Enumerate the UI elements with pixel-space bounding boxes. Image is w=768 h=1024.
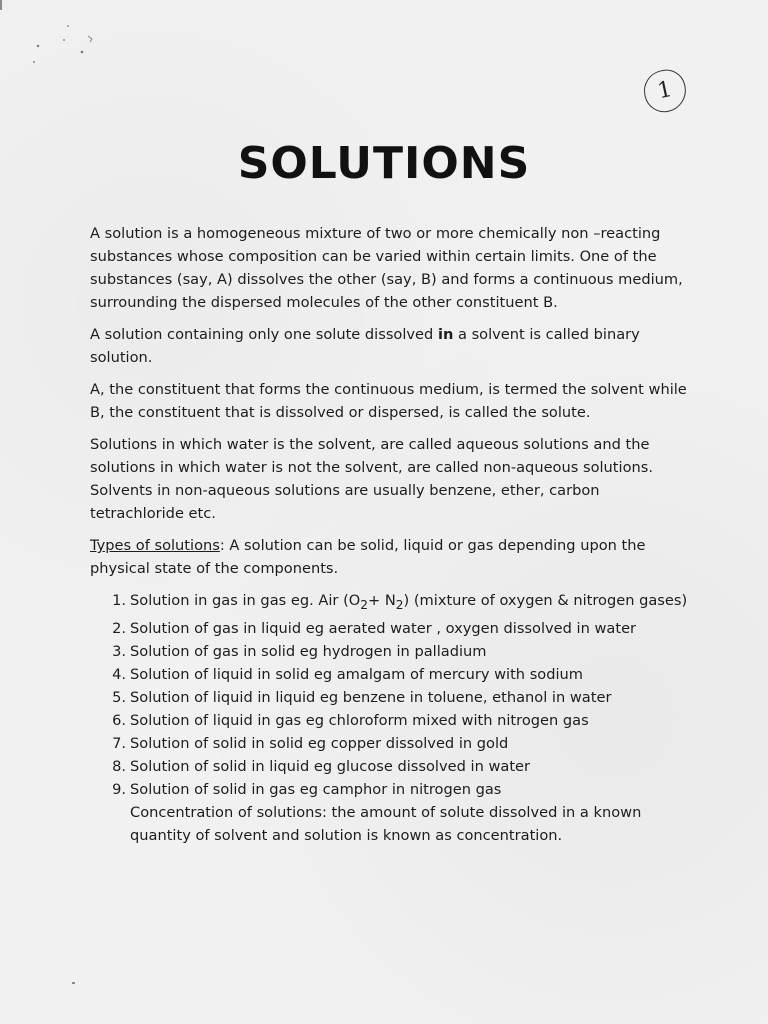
list-item-number: 8. — [112, 757, 126, 775]
list-item-number: 2. — [112, 619, 126, 637]
list-item — [112, 732, 690, 755]
list-item-text: Solution of gas in liquid eg aerated water , oxygen dissolved in water — [130, 619, 637, 637]
list-item-text: Solution of solid in liquid eg glucose dissolved in water — [130, 757, 531, 775]
list-item-number: 1. — [112, 592, 126, 609]
list-item-number: 3. — [112, 642, 126, 660]
list-item-text: ) (mixture of oxygen & nitrogen gases) — [403, 592, 688, 609]
list-item — [112, 589, 690, 617]
subscript: 2 — [360, 597, 368, 612]
list-item-text: Solution in gas in gas eg. Air (O — [130, 592, 361, 609]
types-intro-text: : A solution can be solid, liquid or gas depending upon the physical state of the components. — [90, 537, 646, 577]
list-item-number: 5. — [112, 688, 126, 706]
concentration-paragraph: Concentration of solutions: the amount of solute dissolved in a known quantity of solvent and solution is known as concentration. — [130, 803, 642, 844]
types-list — [90, 589, 690, 801]
types-heading: Types of solutions — [90, 537, 220, 554]
list-item-text: Solution of liquid in solid eg amalgam of mercury with sodium — [130, 665, 584, 683]
list-item-text: Solution of solid in gas eg camphor in nitrogen gas — [130, 780, 502, 798]
page-title: SOLUTIONS — [237, 138, 531, 189]
intro-paragraph: A solution is a homogeneous mixture of two or more chemically non –reacting substances whose composition can be varied within certain limits. One of the substances (say, A) dissolves the other (say, B) and forms a continuous medium, surrounding the dispersed molecules of the other constituent B. — [90, 225, 683, 311]
subscript: 2 — [395, 597, 404, 612]
binary-text-bold: in — [437, 326, 454, 343]
list-item-text: Solution of liquid in gas eg chloroform mixed with nitrogen gas — [130, 711, 589, 729]
document-body — [90, 222, 690, 856]
types-paragraph — [90, 534, 690, 580]
binary-text-before: A solution containing only one solute dissolved — [90, 326, 438, 343]
list-item — [112, 686, 690, 709]
list-item — [112, 617, 690, 640]
list-item — [112, 778, 690, 801]
page-number-circle: 1 — [640, 66, 690, 116]
scan-specks — [24, 18, 104, 78]
binary-paragraph — [90, 323, 690, 369]
list-item — [112, 755, 690, 778]
list-item-number: 6. — [112, 711, 126, 729]
scan-edge-mark — [72, 982, 75, 984]
list-item-text: + N — [368, 592, 396, 609]
list-item — [112, 640, 690, 663]
binary-text-after: a solvent is called binary solution. — [90, 326, 640, 366]
aqueous-paragraph: Solutions in which water is the solvent, are called aqueous solutions and the solutions in which water is not the solvent, are called non-aqueous solutions. Solvents in non-aqueous solutions are usually benzene, ether, carbon tetrachloride etc. — [90, 436, 653, 522]
list-item-number: 7. — [112, 734, 126, 752]
list-item-text: Solution of solid in solid eg copper dissolved in gold — [130, 734, 509, 752]
list-item — [112, 663, 690, 686]
list-item-number: 9. — [112, 780, 126, 798]
list-item-text: Solution of liquid in liquid eg benzene in toluene, ethanol in water — [130, 688, 612, 706]
scan-edge-mark — [0, 0, 2, 10]
solvent-solute-paragraph: A, the constituent that forms the continuous medium, is termed the solvent while B, the constituent that is dissolved or dispersed, is called the solute. — [90, 381, 687, 421]
list-item-text: Solution of gas in solid eg hydrogen in palladium — [130, 642, 487, 660]
list-item — [112, 709, 690, 732]
list-item-number: 4. — [112, 665, 126, 683]
